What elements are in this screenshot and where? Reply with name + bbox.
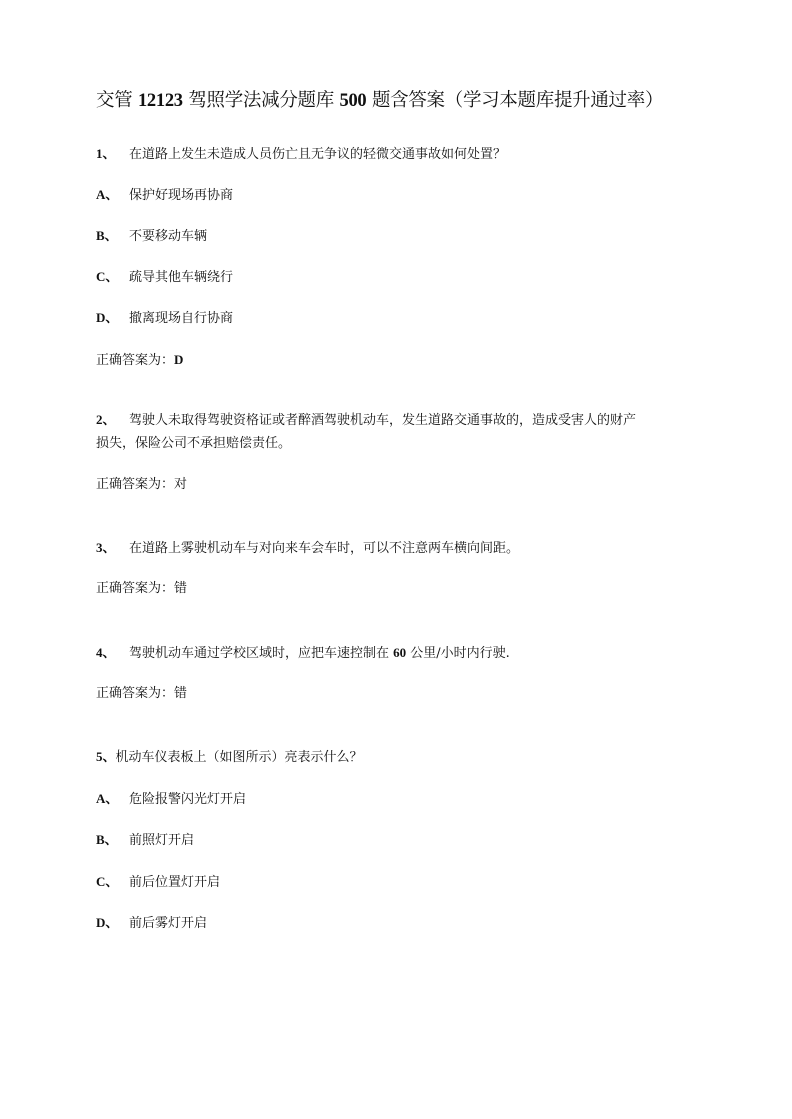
question-text: 机动车仪表板上（如图所示）亮表示什么？	[115, 750, 363, 765]
answer-1	[96, 350, 183, 371]
option-text: 前后雾灯开启	[129, 916, 208, 931]
answer-value: D	[174, 352, 184, 367]
answer-prefix: 正确答案为：	[96, 353, 175, 368]
title-part-2: 驾照学法减分题库	[182, 90, 340, 111]
option-label: A、	[96, 791, 119, 806]
option-text: 疏导其他车辆绕行	[129, 270, 234, 285]
question-5	[96, 747, 363, 768]
option-label: D、	[96, 310, 119, 325]
option-text: 前后位置灯开启	[129, 875, 221, 890]
option-b	[96, 830, 194, 851]
answer-2	[96, 475, 187, 495]
question-text-line-2: 损失，保险公司不承担赔偿责任。	[96, 436, 292, 451]
option-c	[96, 872, 220, 893]
question-text-part-1: 驾驶机动车通过学校区域时，应把车速控制在	[129, 646, 394, 661]
question-text: 在道路上雾驶机动车与对向来车会车时，可以不注意两车横向间距。	[129, 541, 520, 556]
option-label: B、	[96, 228, 118, 243]
question-2-continued	[96, 434, 291, 454]
option-label: C、	[96, 269, 119, 284]
answer-prefix: 正确答案为：	[96, 477, 175, 492]
option-text: 撤离现场自行协商	[129, 311, 234, 326]
question-text: 在道路上发生未造成人员伤亡且无争议的轻微交通事故如何处置？	[129, 147, 507, 162]
speed-value: 60	[393, 645, 407, 660]
option-label: B、	[96, 832, 118, 847]
answer-value: 错	[174, 686, 188, 701]
option-text: 危险报警闪光灯开启	[129, 792, 247, 807]
option-label: A、	[96, 187, 119, 202]
question-2	[96, 410, 636, 431]
title-part-1: 交管	[96, 90, 138, 111]
option-b	[96, 226, 207, 247]
option-a	[96, 789, 246, 810]
title-part-3: 题含答案（学习本题库提升通过率）	[366, 90, 664, 111]
page-title	[96, 88, 716, 114]
title-count: 500	[339, 91, 367, 111]
option-d	[96, 913, 207, 934]
answer-3	[96, 579, 187, 599]
question-number: 4、	[96, 645, 116, 660]
question-number: 5、	[96, 749, 116, 764]
answer-value: 错	[174, 581, 188, 596]
answer-prefix: 正确答案为：	[96, 581, 175, 596]
question-number: 1、	[96, 146, 116, 161]
option-label: C、	[96, 874, 119, 889]
option-text: 保护好现场再协商	[129, 188, 234, 203]
question-3	[96, 538, 519, 559]
option-d	[96, 308, 233, 329]
question-4	[96, 643, 510, 664]
question-number: 2、	[96, 412, 116, 427]
option-text: 不要移动车辆	[129, 229, 208, 244]
question-number: 3、	[96, 540, 116, 555]
option-text: 前照灯开启	[129, 833, 195, 848]
answer-value: 对	[174, 477, 188, 492]
question-1	[96, 144, 506, 165]
question-text-line-1: 驾驶人未取得驾驶资格证或者醉酒驾驶机动车，发生道路交通事故的，造成受害人的财产	[129, 413, 637, 428]
option-label: D、	[96, 915, 119, 930]
option-a	[96, 185, 233, 206]
option-c	[96, 267, 233, 288]
title-code: 12123	[137, 91, 183, 111]
answer-prefix: 正确答案为：	[96, 686, 175, 701]
question-text-part-2: 公里/小时内行驶.	[406, 646, 510, 661]
answer-4	[96, 684, 187, 704]
